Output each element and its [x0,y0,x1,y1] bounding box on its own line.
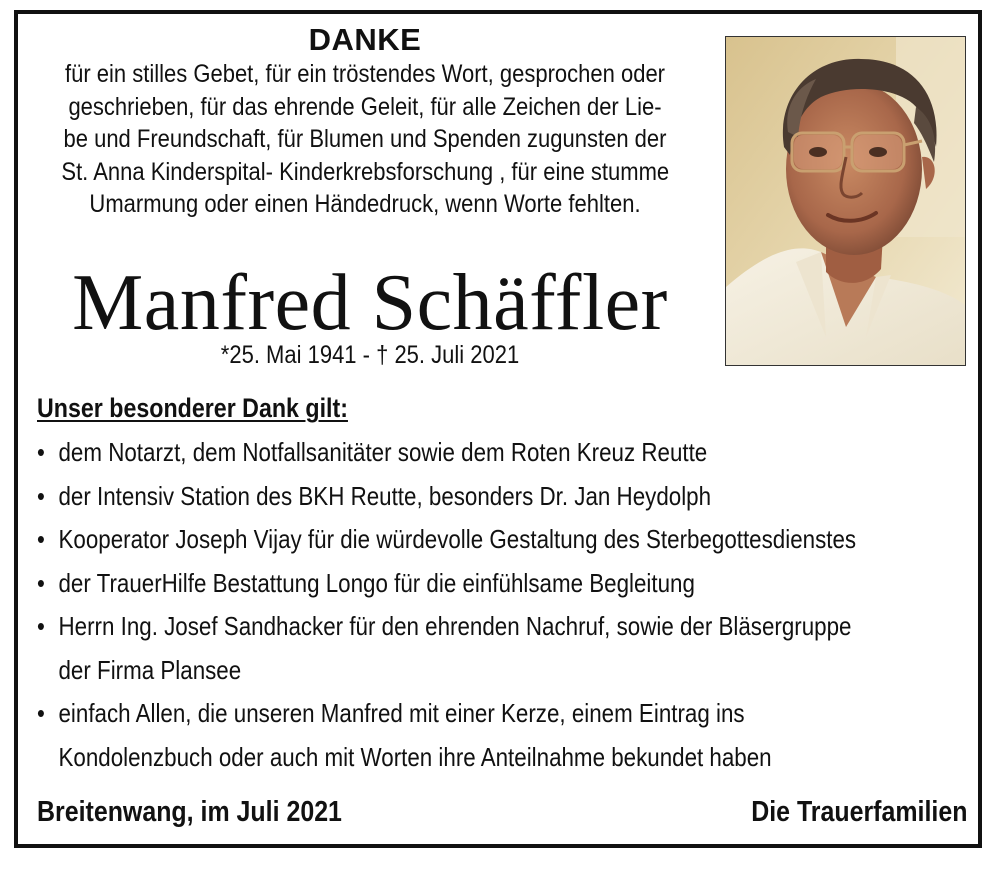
list-item [37,692,966,779]
bullet-icon: • [37,480,45,511]
intro-line: St. Anna Kinderspital- Kinderkrebsforschung , für eine stumme [61,157,670,186]
intro-text [61,58,668,221]
list-item [37,431,966,475]
intro-line: be und Freundschaft, für Blumen und Spenden zugunsten der [63,125,667,153]
deceased-name: Manfred Schäffler [72,259,668,347]
bullet-icon: • [37,524,45,554]
intro-line: Umarmung oder einen Händedruck, wenn Worte fehlten. [89,190,641,218]
list-item-text-continued: Kondolenzbuch oder auch mit Worten ihre Anteilnahme bekundet haben [58,741,772,772]
list-item [37,475,966,519]
list-item-text: der Intensiv Station des BKH Reutte, besonders Dr. Jan Heydolph [58,480,712,511]
intro-line: geschrieben, für das ehrende Geleit, für alle Zeichen der Lie- [68,92,662,121]
bullet-icon: • [37,698,45,728]
portrait-photo [725,36,966,366]
signature: Die Trauerfamilien [750,796,967,828]
heading: DANKE [308,22,422,57]
intro-line: für ein stilles Gebet, für ein tröstendes Wort, gesprochen oder [64,60,666,88]
list-item [37,518,966,562]
list-item [37,605,966,692]
list-item-text: dem Notarzt, dem Notfallsanitäter sowie dem Roten Kreuz Reutte [58,437,708,467]
thanks-list [37,431,966,779]
bullet-icon: • [37,611,45,641]
special-thanks-heading: Unser besonderer Dank gilt: [37,393,348,423]
list-item-text: der TrauerHilfe Bestattung Longo für die einfühlsame Begleitung [58,567,695,598]
portrait-image [726,37,966,366]
bullet-icon: • [37,567,45,598]
list-item [37,562,966,606]
place-and-date: Breitenwang, im Juli 2021 [37,796,342,828]
list-item-text-continued: der Firma Plansee [58,654,242,685]
list-item-text: einfach Allen, die unseren Manfred mit einer Kerze, einem Eintrag ins [58,698,745,728]
bullet-icon: • [37,437,45,467]
thanks-intro [20,22,710,221]
list-item-text: Herrn Ing. Josef Sandhacker für den ehrenden Nachruf, sowie der Bläsergruppe [58,611,852,641]
life-dates: *25. Mai 1941 - † 25. Juli 2021 [220,341,520,369]
list-item-text: Kooperator Joseph Vijay für die würdevolle Gestaltung des Sterbegottesdienstes [58,524,857,554]
